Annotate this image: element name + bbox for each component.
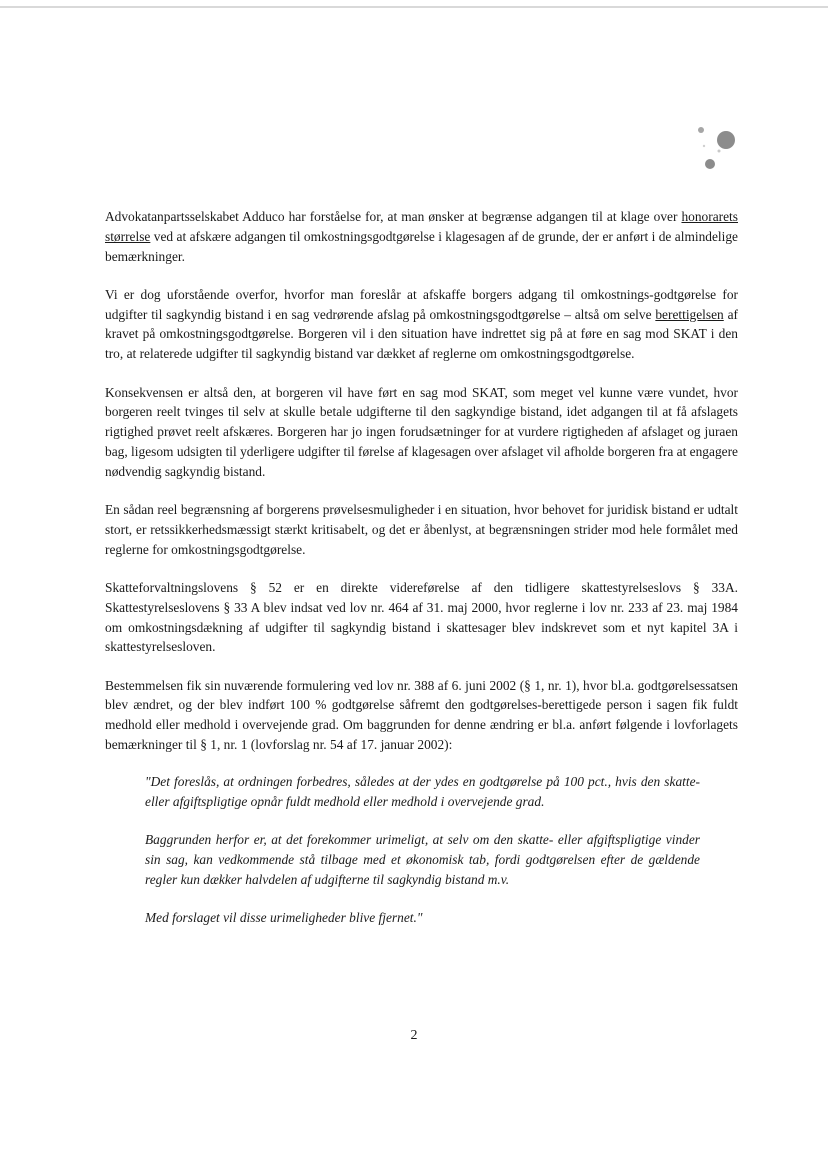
paragraph-1: Advokatanpartsselskabet Adduco har forståelse for, at man ønsker at begrænse adgangen til at klage over honorarets størrelse ved at afskære adgangen til omkostningsgodtgørelse i klagesagen af de grunde, der er anført i de almindelige bemærkninger.: [105, 209, 738, 264]
paragraph-4: En sådan reel begrænsning af borgerens prøvelsesmuligheder i en situation, hvor behovet for juridisk bistand er udtalt stort, er retssikkerhedsmæssigt stærkt kritisabelt, og det er åbenlyst, at begrænsningen strider mod hele formålet med reglerne for omkostningsgodtgørelse.: [105, 502, 738, 557]
block-quote: [145, 772, 700, 928]
letter-body: [105, 207, 738, 946]
page-number: 2: [410, 1028, 418, 1043]
quote-paragraph-3: Med forslaget vil disse urimeligheder blive fjernet.": [145, 909, 423, 925]
page-top-edge: [0, 6, 828, 8]
paragraph-6: Bestemmelsen fik sin nuværende formulering ved lov nr. 388 af 6. juni 2002 (§ 1, nr. 1), hvor bl.a. godtgørelsessatsen blev ændret, og der blev indført 100 % godtgørelse såfremt den godtgørelses-berettigede person i sagen fik fuldt medhold eller medhold i overvejende grad. Om baggrunden for denne ændring er bl.a. anført følgende i lovforlagets bemærkninger til § 1, nr. 1 (lovforslag nr. 54 af 17. januar 2002):: [105, 677, 738, 753]
paragraph-2: Vi er dog uforstående overfor, hvorfor man foreslår at afskaffe borgers adgang til omkostnings-godtgørelse for udgifter til sagkyndig bistand i en sag vedrørende afslag på omkostningsgodtgørelse – altså om selve berettigelsen af kravet på omkostningsgodtgørelse. Borgeren vil i den situation have indrettet sig på at føre en sag mod SKAT i den tro, at relaterede udgifter til sagkyndig bistand var dækket af reglerne om omkostningsgodtgørelse.: [105, 286, 738, 362]
paragraph-5: Skatteforvaltningslovens § 52 er en direkte videreførelse af den tidligere skattestyrelseslovs § 33A. Skattestyrelseslovens § 33 A blev indsat ved lov nr. 464 af 31. maj 2000, hvor reglerne i lov nr. 233 af 23. maj 1984 om omkostningsdækning af udgifter til sagkyndig bistand i skattesager blev indskrevet som et nyt kapitel 3A i skattestyrelsesloven.: [105, 579, 738, 655]
quote-paragraph-1: "Det foreslås, at ordningen forbedres, således at der ydes en godtgørelse på 100 pct., hvis den skatte- eller afgiftspligtige opnår fuldt medhold eller medhold i overvejende grad.: [145, 773, 700, 809]
quote-paragraph-2: Baggrunden herfor er, at det forekommer urimeligt, at selv om den skatte- eller afgiftspligtige vinder sin sag, kan vedkommende stå tilbage med et økonomisk tab, fordi godtgørelsen efter de gældende regler kun dækker halvdelen af udgifterne til sagkyndig bistand m.v.: [145, 831, 700, 887]
paragraph-3: Konsekvensen er altså den, at borgeren vil have ført en sag mod SKAT, som meget vel kunne være vundet, hvor borgeren reelt tvinges til selv at skulle betale udgifterne til den sagkyndige bistand, idet adgangen til at få afslagets rigtighed prøvet reelt afskæres. Borgeren har jo ingen forudsætninger for at vurdere rigtigheden af afslaget og juraen bag, ligesom udsigten til yderligere udgifter til førelse af klagesagen over afslaget vil afholde borgeren fra at engagere nødvendig sagkyndig bistand.: [105, 384, 738, 479]
underlined-phrase: berettigelsen: [655, 306, 724, 322]
underlined-phrase: honorarets størrelse: [105, 209, 738, 244]
adduco-logo-icon: [690, 124, 740, 174]
